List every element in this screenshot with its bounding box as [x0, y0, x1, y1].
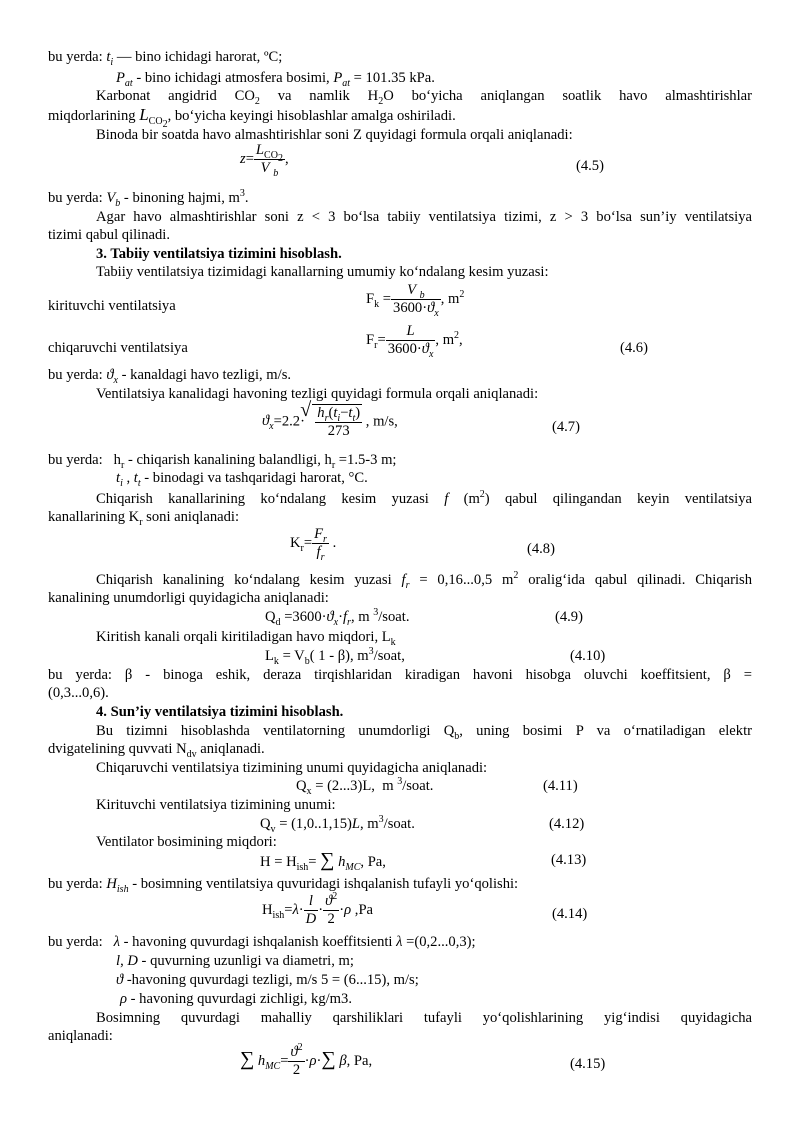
equation-number: (4.11) [543, 778, 578, 794]
equation-number: (4.7) [552, 419, 580, 435]
text-line: (0,3...0,6). [48, 685, 109, 701]
formula-4-14: $H_{ish}=\lambda\cdot$ $\frac{l}{D}$ · $\frac{ϑ^2}{2}$ ·ρ ,Pa [262, 891, 374, 927]
formula-4-12: $Q_v = (1,0..1,15)L$, $m^3$/soat. [260, 814, 415, 835]
text-line: aniqlanadi: [48, 1028, 113, 1044]
text-line: ρ - havoning quvurdagi zichligi, kg/m3. [120, 991, 352, 1007]
text-line: Kirituvchi ventilatsiya tizimining unumi: [96, 797, 336, 813]
text-line: kirituvchi ventilatsiya [48, 298, 176, 314]
text-line: Chiqaruvchi ventilatsiya tizimining unumi quyidagicha aniqlanadi: [96, 760, 488, 776]
text-line: Binoda bir soatda havo almashtirishlar soni Z quyidagi formula orqali aniqlanadi: [96, 127, 573, 143]
formula-4-8: $K_r=$ $\frac{F_r}{f_r}$ . [290, 526, 337, 563]
text-line: dvigatelining quvvati $N_{dv}$ aniqlanadi. [48, 741, 265, 760]
formula-4-11: $Q_x = (2...3)L$, m $^3$/soat. [296, 776, 434, 797]
equation-number: (4.15) [570, 1056, 606, 1072]
text-line: miqdorlarining $L_{CO_2}$, bo‘yicha keyingi hisoblashlar amalga oshiriladi. [48, 105, 456, 130]
formula-4-13: $H = H_{ish}=$ ∑ $h_{MC}$, Pa, [260, 849, 386, 873]
formula-4-10: $L_k = V_b$( 1 - β), $m^3$/soat, [265, 646, 405, 667]
text-line: Karbonat angidrid $CO_2$ va namlik $H_2O$ bo‘yicha aniqlangan soatlik havo almashtirishlar [96, 88, 752, 107]
equation-number: (4.9) [555, 609, 583, 625]
text-line: bu yerda: $ϑ_x$ - kanaldagi havo tezligi, m/s. [48, 367, 292, 386]
text-line: $t_i$ , $t_t$ - binodagi va tashqaridagi harorat, °C. [116, 470, 368, 489]
section-heading: 4. Sun’iy ventilatsiya tizimini hisoblash. [96, 704, 344, 720]
text-line: Chiqarish kanallarining ko‘ndalang kesim yuzasi f $(m^2)$ qabul qilingandan keyin ventilatsiya [96, 489, 752, 507]
text-line: l, D - quvurning uzunligi va diametri, m; [116, 953, 354, 969]
text-line: Ventilatsiya kanalidagi havoning tezligi quyidagi formula orqali aniqlanadi: [96, 386, 539, 402]
equation-number: (4.14) [552, 906, 588, 922]
text-line: Kiritish kanali orqali kiritiladigan havo miqdori, $L_k$ [96, 629, 396, 648]
text-line: bu yerda: $t_i$ — bino ichidagi harorat, ºC; [48, 49, 283, 68]
equation-number: (4.10) [570, 648, 606, 664]
formula-4-7: $ϑ_x=2.2\cdot$ √ $\frac{h_r(t_i-t_t)}{273}$ , m/s, [262, 404, 398, 440]
text-line: bu yerda: $V_b$ - binoning hajmi, $m^3$. [48, 188, 249, 209]
text-line: ϑ -havoning quvurdagi tezligi, m/s 5 = (6...15), m/s; [116, 972, 419, 988]
section-heading: 3. Tabiiy ventilatsiya tizimini hisoblash. [96, 246, 342, 262]
text-line: tizimi qabul qilinadi. [48, 227, 171, 243]
formula-4-5: z= $\frac{L_{CO_2}}{V _b}$ , [240, 142, 289, 179]
text-line: bu yerda: β - binoga eshik, deraza tirqishlaridan kiradigan havoni hisobga oluvchi koeffitsient, β = [48, 667, 752, 683]
text-line: Ventilator bosimining miqdori: [96, 834, 277, 850]
formula-4-9: $Q_d =3600\cdot ϑ_x\cdot f_r$, m $^3$/soat. [265, 607, 410, 628]
text-line: Bu tizimni hisoblashda ventilatorning unumdorligi $Q_b$, uning bosimi P va o‘rnatiladigan elektr [96, 723, 752, 742]
formula-fr: $F_r=$ $\frac{L}{3600\cdot ϑ_x}$ , $m^2$, [366, 323, 463, 360]
text-line: kanalining unumdorligi quyidagicha aniqlanadi: [48, 590, 329, 606]
equation-number: (4.6) [620, 340, 648, 356]
formula-4-15: ∑ $h_{MC}=$ $\frac{ϑ^2}{2}$ ·ρ·∑ β, Pa, [240, 1042, 373, 1078]
equation-number: (4.5) [576, 158, 604, 174]
text-line: Bosimning quvurdagi mahalliy qarshiliklari tufayli yo‘qolishlarining yig‘indisi quyidagicha [96, 1010, 752, 1026]
text-line: kanallarining $K_r$ soni aniqlanadi: [48, 509, 239, 528]
text-line: Chiqarish kanalining ko‘ndalang kesim yuzasi $f_r = 0,16...0,5$ $m^2$ oralig‘ida qabul qilinadi. Chiqarish [96, 570, 753, 591]
text-line: Agar havo almashtirishlar soni z < 3 bo‘lsa tabiiy ventilatsiya tizimi, z > 3 bo‘lsa sun’iy ventilatsiya [96, 209, 752, 225]
text-line: bu yerda: $h_r$ - chiqarish kanalining balandligi, $h_r =1.5-3$ m; [48, 452, 397, 471]
equation-number: (4.12) [549, 816, 585, 832]
text-line: bu yerda: $H_{ish}$ - bosimning ventilatsiya quvuridagi ishqalanish tufayli yo‘qolishi: [48, 876, 519, 895]
equation-number: (4.8) [527, 541, 555, 557]
text-line: Tabiiy ventilatsiya tizimidagi kanallarning umumiy ko‘ndalang kesim yuzasi: [96, 264, 549, 280]
text-line: chiqaruvchi ventilatsiya [48, 340, 188, 356]
text-line: bu yerda: λ - havoning quvurdagi ishqalanish koeffitsienti λ =(0,2...0,3); [48, 934, 476, 950]
formula-fk: $F_k$ = $\frac{V _b}{3600\cdot ϑ_x}$ , $m^2$ [366, 282, 465, 319]
equation-number: (4.13) [551, 852, 587, 868]
text-line: $P_{at}$ - bino ichidagi atmosfera bosimi, $P_{at} = 101.35$ kPa. [116, 70, 435, 89]
